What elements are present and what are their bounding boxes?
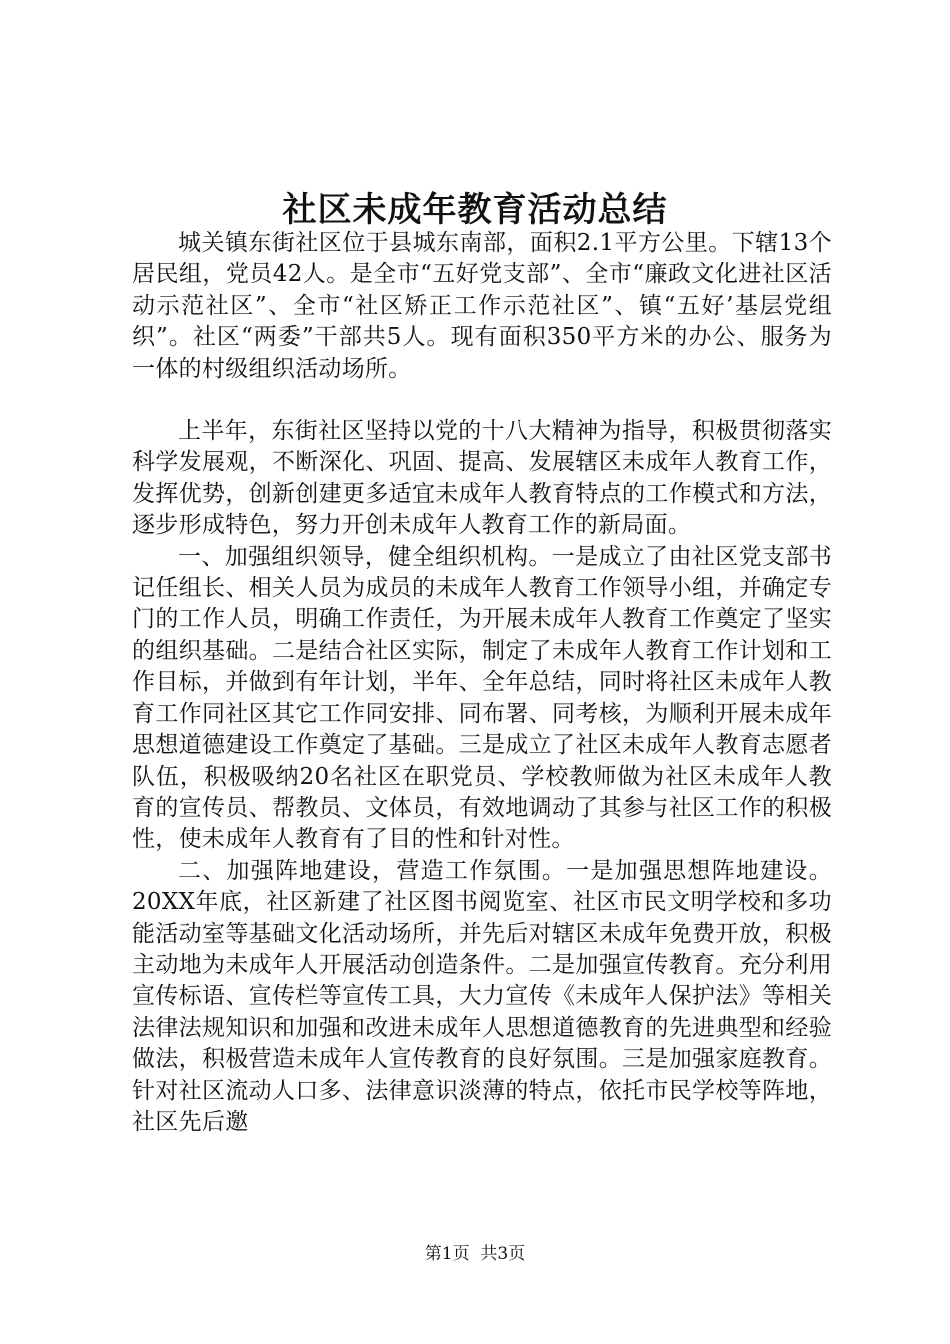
page-number-footer: 第1页 共3页 bbox=[424, 1244, 526, 1264]
document-title: 社区未成年教育活动总结 bbox=[282, 190, 668, 230]
paragraph-section-two: 二、加强阵地建设，营造工作氛围。一是加强思想阵地建设。20XX年底，社区新建了社区图书阅览室、社区市民文明学校和多功能活动室等基础文化活动场所，并先后对辖区未成年免费开放，积极主动地为未成年人开展活动创造条件。二是加强宣传教育。充分利用宣传标语、宣传栏等宣传工具，大力宣传《未成年人保护法》等相关法律法规知识和加强和改进未成年人思想道德教育的先进典型和经验做法，积极营造未成年人宣传教育的良好氛围。三是加强家庭教育。针对社区流动人口多、法律意识淡薄的特点，依托市民学校等阵地，社区先后邀 bbox=[132, 857, 832, 1135]
paragraph-overview: 上半年，东街社区坚持以党的十八大精神为指导，积极贯彻落实科学发展观，不断深化、巩固、提高、发展辖区未成年人教育工作，发挥优势，创新创建更多适宜未成年人教育特点的工作模式和方法，逐步形成特色，努力开创未成年人教育工作的新局面。 bbox=[132, 418, 832, 539]
paragraph-section-one: 一、加强组织领导，健全组织机构。一是成立了由社区党支部书记任组长、相关人员为成员的未成年人教育工作领导小组，并确定专门的工作人员，明确工作责任，为开展未成年人教育工作奠定了坚实的组织基础。二是结合社区实际，制定了未成年人教育工作计划和工作目标，并做到有年计划，半年、全年总结，同时将社区未成年人教育工作同社区其它工作同安排、同布署、同考核，为顺利开展未成年思想道德建设工作奠定了基础。三是成立了社区未成年人教育志愿者队伍，积极吸纳20名社区在职党员、学校教师做为社区未成年人教育的宣传员、帮教员、文体员，有效地调动了其参与社区工作的积极性，使未成年人教育有了目的性和针对性。 bbox=[132, 543, 832, 853]
paragraph-intro: 城关镇东街社区位于县城东南部，面积2.1平方公里。下辖13个居民组，党员42人。是全市“五好党支部”、全市“廉政文化进社区活动示范社区”、全市“社区矫正工作示范社区”、镇“五好’基层党组织”。社区“两委”干部共5人。现有面积350平方米的办公、服务为一体的村级组织活动场所。 bbox=[132, 230, 832, 382]
document-body bbox=[132, 228, 832, 1138]
